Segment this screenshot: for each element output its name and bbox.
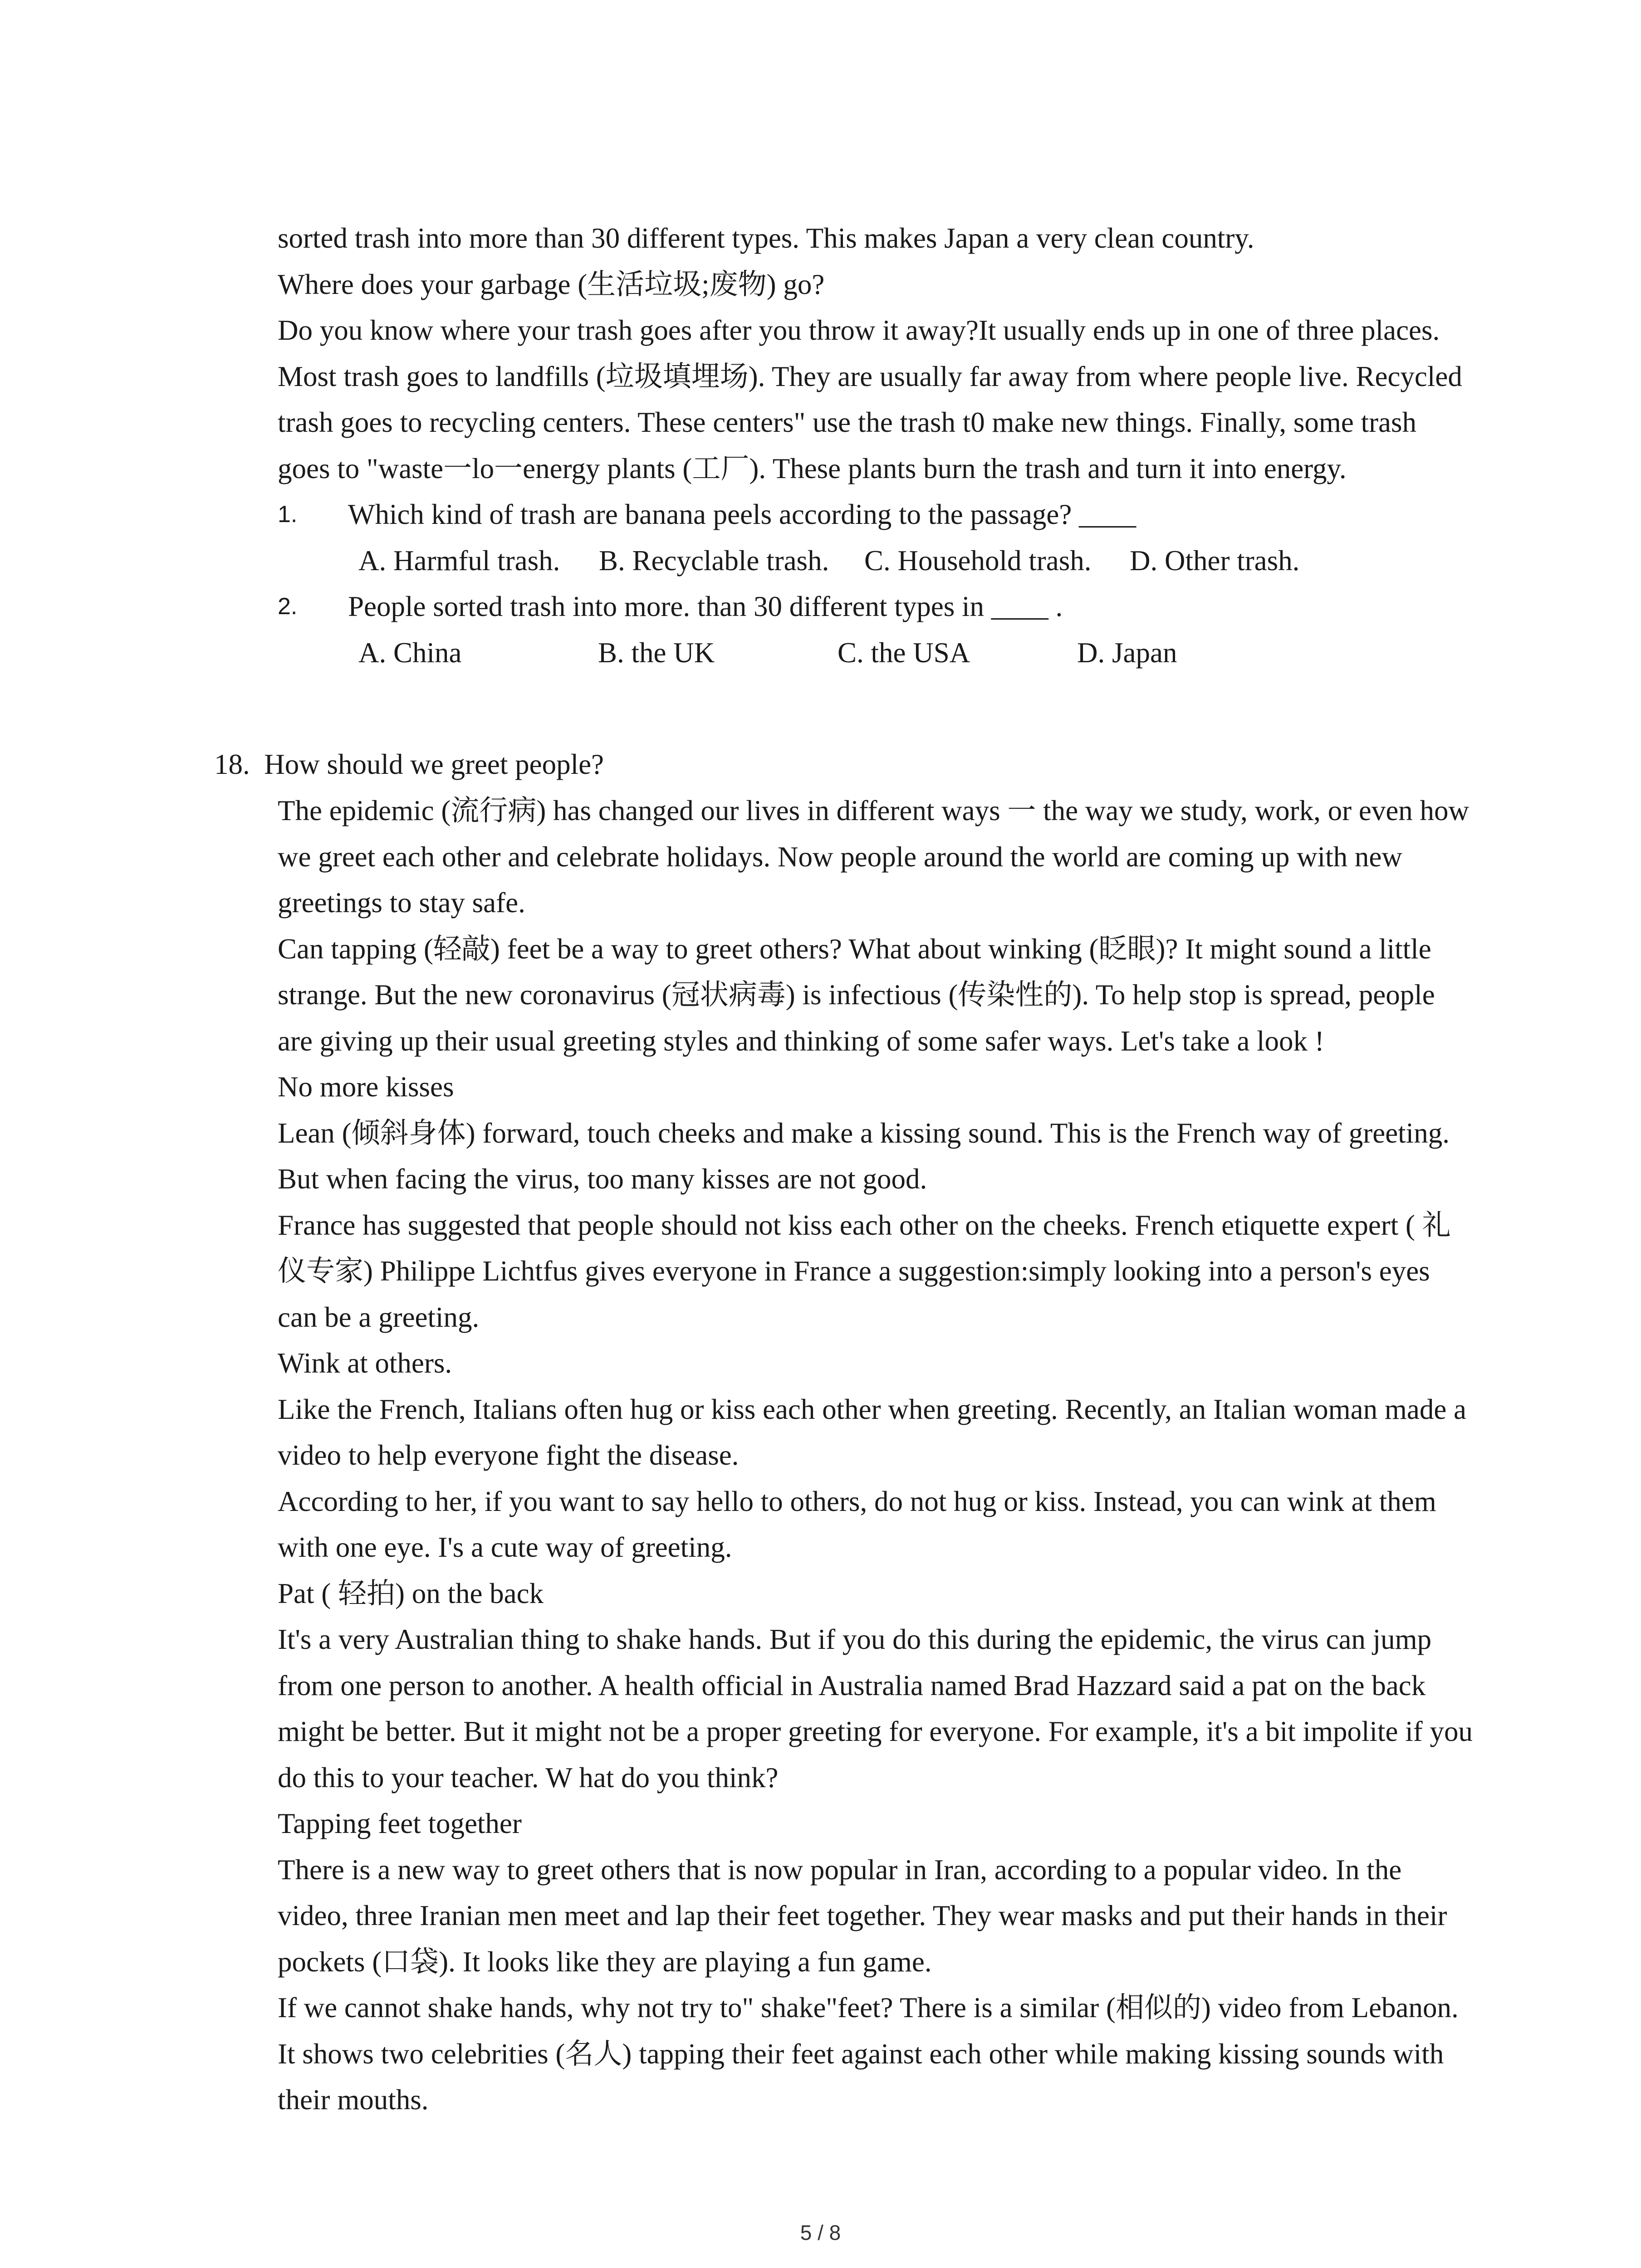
- option-d: D. Japan: [1077, 636, 1177, 669]
- passage-continuation: [278, 215, 1475, 676]
- passage-greetings: [278, 788, 1475, 2123]
- page-number: 5 / 8: [800, 2221, 841, 2244]
- section-number: 18.: [214, 748, 250, 780]
- option-b: B. the UK: [598, 636, 715, 669]
- paragraph: The epidemic (流行病) has changed our lives in different ways 一 the way we study, work, or even how we greet each other and celebrate holidays. Now people around the world are coming up with new greetings to stay safe.: [278, 795, 1470, 919]
- paragraph: Can tapping (轻敲) feet be a way to greet others? What about winking (眨眼)? It might sound a little strange. But the new coronavirus (冠状病毒) is infectious (传染性的). To help stop is spread, people are giving up their usual greeting styles and thinking of some safer ways. Let's take a look !: [278, 933, 1435, 1057]
- paragraph: sorted trash into more than 30 different types. This makes Japan a very clean country.: [278, 222, 1254, 254]
- paragraph: According to her, if you want to say hello to others, do not hug or kiss. Instead, you can wink at them with one eye. I's a cute way of greeting.: [278, 1485, 1436, 1563]
- option-c: C. Household trash.: [864, 544, 1092, 577]
- question-number: 2.: [278, 593, 298, 620]
- subheading: No more kisses: [278, 1071, 454, 1103]
- option-a: A. Harmful trash.: [358, 544, 560, 577]
- question-2: [278, 584, 1475, 676]
- answer-options: [278, 538, 1475, 584]
- paragraph: It's a very Australian thing to shake hands. But if you do this during the epidemic, the virus can jump from one person to another. A health official in Australia named Brad Hazzard said a pat on the back might be better. But it might not be a proper greeting for everyone. For example, it's a bit impolite if you do this to your teacher. W hat do you think?: [278, 1623, 1473, 1794]
- option-d: D. Other trash.: [1130, 544, 1300, 577]
- section-heading: [214, 742, 604, 788]
- paragraph: If we cannot shake hands, why not try to" shake"feet? There is a similar (相似的) video from Lebanon. It shows two celebrities (名人) tapping their feet against each other while making kissing sounds with their mouths.: [278, 1992, 1459, 2116]
- question-1: [278, 492, 1475, 584]
- paragraph: Where does your garbage (生活垃圾;废物) go?: [278, 268, 825, 300]
- paragraph: There is a new way to greet others that is now popular in Iran, according to a popular video. In the video, three Iranian men meet and lap their feet together. They wear masks and put their hands in their pockets (口袋). It looks like they are playing a fun game.: [278, 1853, 1447, 1978]
- paragraph: Do you know where your trash goes after you throw it away?It usually ends up in one of three places. Most trash goes to landfills (垃圾填埋场). They are usually far away from where people live. Recycled trash goes to recycling centers. These centers" use the trash t0 make new things. Finally, some trash goes to "waste一lo一energy plants (工厂). These plants burn the trash and turn it into energy.: [278, 314, 1462, 484]
- option-c: C. the USA: [838, 636, 970, 669]
- answer-options: [278, 630, 1475, 676]
- option-b: B. Recyclable trash.: [599, 544, 829, 577]
- section-title: How should we greet people?: [264, 748, 604, 780]
- question-text: Which kind of trash are banana peels according to the passage? ____: [348, 499, 1136, 530]
- subheading: Wink at others.: [278, 1347, 452, 1379]
- subheading: Tapping feet together: [278, 1808, 522, 1839]
- question-text: People sorted trash into more. than 30 different types in ____ .: [348, 591, 1063, 622]
- paragraph: Like the French, Italians often hug or kiss each other when greeting. Recently, an Italian woman made a video to help everyone fight the disease.: [278, 1393, 1467, 1471]
- question-number: 1.: [278, 501, 298, 528]
- paragraph: Lean (倾斜身体) forward, touch cheeks and make a kissing sound. This is the French way of greeting. But when facing the virus, too many kisses are not good.: [278, 1117, 1450, 1195]
- paragraph: France has suggested that people should not kiss each other on the cheeks. French etiquette expert ( 礼仪专家) Philippe Lichtfus gives everyone in France a suggestion:simply looking into a person's eyes can be a greeting.: [278, 1209, 1451, 1333]
- option-a: A. China: [358, 636, 462, 669]
- subheading: Pat ( 轻拍) on the back: [278, 1577, 544, 1609]
